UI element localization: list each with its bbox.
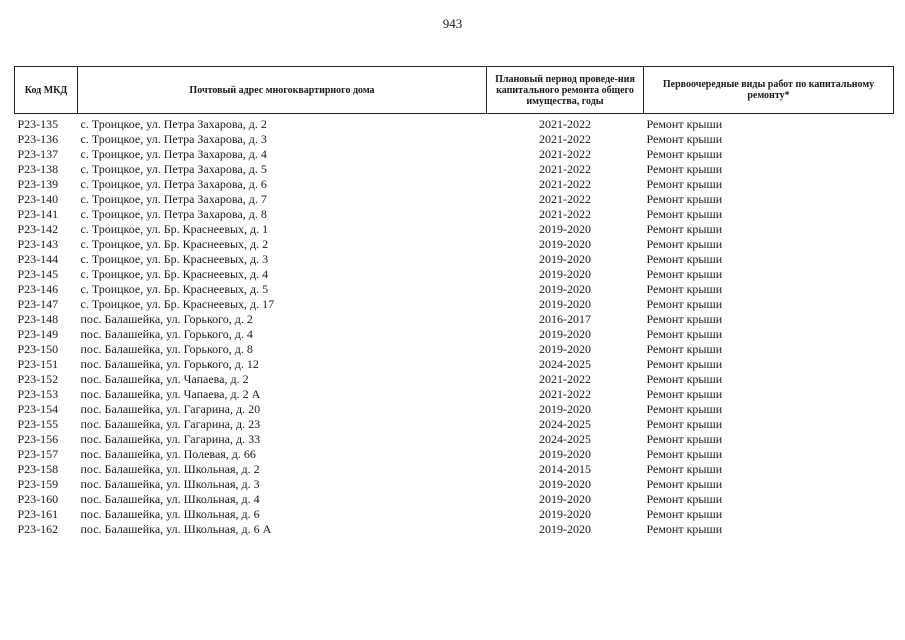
cell-address: пос. Балашейка, ул. Школьная, д. 4 [80,492,260,506]
cell-address: пос. Балашейка, ул. Школьная, д. 6 А [80,522,272,536]
cell-period: 2021-2022 [539,162,591,176]
cell-address: с. Троицкое, ул. Петра Захарова, д. 2 [80,117,267,131]
cell-code: Р23-145 [17,267,59,281]
cell-address: пос. Балашейка, ул. Горького, д. 2 [80,312,253,326]
cell-code: Р23-149 [17,327,59,341]
cell-works: Ремонт крыши [646,222,723,236]
table-row [15,342,894,357]
table-row [15,267,894,282]
header-code: Код МКД [15,67,78,114]
table-row [15,432,894,447]
table-row [15,507,894,522]
cell-code: Р23-138 [17,162,59,176]
cell-period: 2019-2020 [539,402,591,416]
cell-code: Р23-157 [17,447,59,461]
cell-code: Р23-147 [17,297,59,311]
table-row [15,237,894,252]
cell-period: 2021-2022 [539,372,591,386]
cell-works: Ремонт крыши [646,267,723,281]
table-row [15,192,894,207]
cell-period: 2024-2025 [539,432,591,446]
cell-code: Р23-152 [17,372,59,386]
cell-code: Р23-144 [17,252,59,266]
cell-period: 2019-2020 [539,342,591,356]
cell-works: Ремонт крыши [646,252,723,266]
cell-works: Ремонт крыши [646,282,723,296]
cell-works: Ремонт крыши [646,297,723,311]
cell-works: Ремонт крыши [646,372,723,386]
table-row [15,177,894,192]
cell-works: Ремонт крыши [646,192,723,206]
cell-address: пос. Балашейка, ул. Школьная, д. 2 [80,462,260,476]
table-row [15,447,894,462]
cell-address: пос. Балашейка, ул. Чапаева, д. 2 [80,372,249,386]
cell-period: 2019-2020 [539,297,591,311]
cell-code: Р23-140 [17,192,59,206]
cell-works: Ремонт крыши [646,522,723,536]
cell-address: пос. Балашейка, ул. Горького, д. 12 [80,357,259,371]
table-row [15,522,894,537]
cell-period: 2019-2020 [539,222,591,236]
cell-works: Ремонт крыши [646,237,723,251]
cell-period: 2019-2020 [539,522,591,536]
table-header [15,67,894,114]
cell-address: с. Троицкое, ул. Петра Захарова, д. 8 [80,207,267,221]
cell-address: с. Троицкое, ул. Бр. Краснеевых, д. 2 [80,237,269,251]
cell-works: Ремонт крыши [646,132,723,146]
cell-works: Ремонт крыши [646,162,723,176]
cell-works: Ремонт крыши [646,492,723,506]
cell-code: Р23-159 [17,477,59,491]
table-row [15,312,894,327]
cell-address: с. Троицкое, ул. Бр. Краснеевых, д. 5 [80,282,269,296]
cell-period: 2019-2020 [539,447,591,461]
cell-address: пос. Балашейка, ул. Полевая, д. 66 [80,447,256,461]
cell-address: с. Троицкое, ул. Бр. Краснеевых, д. 1 [80,222,269,236]
cell-period: 2019-2020 [539,492,591,506]
cell-works: Ремонт крыши [646,417,723,431]
cell-address: пос. Балашейка, ул. Школьная, д. 6 [80,507,260,521]
cell-period: 2019-2020 [539,282,591,296]
cell-period: 2019-2020 [539,237,591,251]
cell-address: пос. Балашейка, ул. Гагарина, д. 33 [80,432,261,446]
cell-works: Ремонт крыши [646,432,723,446]
cell-address: с. Троицкое, ул. Бр. Краснеевых, д. 17 [80,297,275,311]
table-row [15,222,894,237]
cell-period: 2021-2022 [539,387,591,401]
table-row [15,462,894,477]
cell-period: 2021-2022 [539,132,591,146]
cell-period: 2019-2020 [539,477,591,491]
cell-works: Ремонт крыши [646,447,723,461]
cell-code: Р23-161 [17,507,59,521]
cell-address: пос. Балашейка, ул. Чапаева, д. 2 А [80,387,261,401]
cell-code: Р23-158 [17,462,59,476]
cell-address: с. Троицкое, ул. Петра Захарова, д. 7 [80,192,267,206]
header-period: Плановый период проведе-ния капитального ремонта общего имущества, годы [487,67,644,114]
repair-registry-table [14,66,894,537]
cell-period: 2024-2025 [539,417,591,431]
cell-works: Ремонт крыши [646,207,723,221]
cell-code: Р23-162 [17,522,59,536]
cell-code: Р23-141 [17,207,59,221]
table-row [15,147,894,162]
table-row [15,162,894,177]
table-row [15,252,894,267]
cell-address: с. Троицкое, ул. Петра Захарова, д. 3 [80,132,267,146]
cell-address: пос. Балашейка, ул. Школьная, д. 3 [80,477,260,491]
cell-period: 2021-2022 [539,192,591,206]
cell-works: Ремонт крыши [646,327,723,341]
cell-works: Ремонт крыши [646,117,723,131]
cell-code: Р23-143 [17,237,59,251]
cell-code: Р23-135 [17,117,59,131]
table-row [15,402,894,417]
header-works: Первоочередные виды работ по капитальному ремонту* [644,67,894,114]
cell-works: Ремонт крыши [646,402,723,416]
table-body [15,114,894,538]
table-row [15,372,894,387]
cell-address: пос. Балашейка, ул. Горького, д. 8 [80,342,253,356]
header-row [15,67,894,114]
cell-code: Р23-156 [17,432,59,446]
table-row [15,387,894,402]
cell-works: Ремонт крыши [646,312,723,326]
cell-address: пос. Балашейка, ул. Гагарина, д. 23 [80,417,261,431]
cell-address: с. Троицкое, ул. Петра Захарова, д. 4 [80,147,267,161]
cell-address: с. Троицкое, ул. Бр. Краснеевых, д. 3 [80,252,269,266]
cell-code: Р23-137 [17,147,59,161]
cell-works: Ремонт крыши [646,177,723,191]
cell-period: 2016-2017 [539,312,591,326]
table-row [15,492,894,507]
cell-works: Ремонт крыши [646,357,723,371]
cell-code: Р23-136 [17,132,59,146]
cell-period: 2019-2020 [539,267,591,281]
cell-address: с. Троицкое, ул. Петра Захарова, д. 6 [80,177,267,191]
cell-period: 2021-2022 [539,207,591,221]
cell-period: 2014-2015 [539,462,591,476]
page-number: 943 [442,16,463,31]
cell-period: 2024-2025 [539,357,591,371]
cell-address: с. Троицкое, ул. Бр. Краснеевых, д. 4 [80,267,269,281]
cell-works: Ремонт крыши [646,507,723,521]
table-row [15,327,894,342]
cell-period: 2019-2020 [539,327,591,341]
cell-address: пос. Балашейка, ул. Гагарина, д. 20 [80,402,261,416]
cell-works: Ремонт крыши [646,387,723,401]
cell-works: Ремонт крыши [646,477,723,491]
cell-code: Р23-148 [17,312,59,326]
table-row [15,132,894,147]
cell-code: Р23-150 [17,342,59,356]
cell-code: Р23-139 [17,177,59,191]
cell-period: 2021-2022 [539,117,591,131]
cell-works: Ремонт крыши [646,342,723,356]
cell-code: Р23-151 [17,357,59,371]
cell-code: Р23-160 [17,492,59,506]
table-row [15,207,894,222]
cell-period: 2019-2020 [539,252,591,266]
cell-code: Р23-153 [17,387,59,401]
cell-address: пос. Балашейка, ул. Горького, д. 4 [80,327,253,341]
table-row [15,297,894,312]
table-row [15,417,894,432]
header-address: Почтовый адрес многоквартирного дома [78,67,487,114]
cell-code: Р23-146 [17,282,59,296]
cell-code: Р23-155 [17,417,59,431]
cell-code: Р23-154 [17,402,59,416]
table-row [15,117,894,132]
cell-address: с. Троицкое, ул. Петра Захарова, д. 5 [80,162,267,176]
cell-period: 2021-2022 [539,147,591,161]
cell-period: 2019-2020 [539,507,591,521]
cell-works: Ремонт крыши [646,147,723,161]
cell-period: 2021-2022 [539,177,591,191]
table-row [15,357,894,372]
table-row [15,282,894,297]
cell-works: Ремонт крыши [646,462,723,476]
table-row [15,477,894,492]
cell-code: Р23-142 [17,222,59,236]
